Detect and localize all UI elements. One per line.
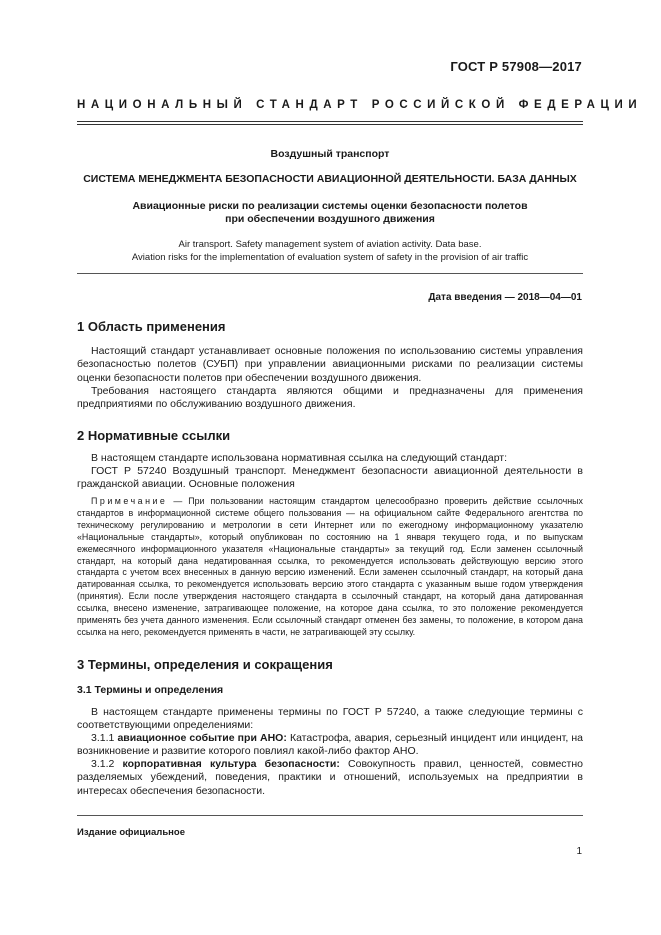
part-title-line1: Авиационные риски по реализации системы оценки безопасности полетов [132,200,528,212]
term-3-1-2 [77,758,583,798]
term1-number: 3.1.1 [91,732,118,744]
term2-definition: Совокупность правил, ценностей, совместно разделяемых убеждений, поведения, практики и отношений, используемых на предприятии в интересах обеспечения безопасности. [77,758,584,797]
term1-name: авиационное событие при АНО: [117,732,287,744]
section3-paragraph1 [77,706,583,733]
section2-paragraph1 [77,452,583,465]
term1-definition: Катастрофа, авария, серьезный инцидент или инцидент, на возникновение и развитие которого повлиял какой-либо фактор АНО. [77,732,583,758]
english-title-line2: Aviation risks for the implementation of evaluation system of safety in the provision of air traffic [131,252,529,263]
section3-subheading: 3.1 Термины и определения [77,684,224,696]
term2-number: 3.1.2 [91,758,123,770]
section3-heading: 3 Термины, определения и сокращения [77,657,333,672]
note-label: Примечание [91,496,168,506]
note-text: — При пользовании настоящим стандартом целесообразно проверить действие ссылочных стандартов в информационной системе общего пользования — на официальном сайте Федерального агентства по техническому регулированию и метрологии в сети Интернет или по ежегодному информационному указателю «Национальные стандарты», который опубликован по состоянию на 1 января текущего года, и по выпускам ежемесячного информационного указателя «Национальные стандарты» за текущий год. Если заменен ссылочный стандарт, на который дана недатированная ссылка, то рекомендуется использовать действующую версию этого стандарта с учетом всех внесенных в данную версию изменений. Если заменен ссылочный стандарт, на который дана датированная ссылка, то рекомендуется использовать версию этого стандарта с указанным выше годом утверждения (принятия). Если после утверждения настоящего стандарта в ссылочный стандарт, на который дана датированная ссылка, внесено изменение, затрагивающее положение, на которое дана ссылка, то это положение рекомендуется применять без учета данного изменения. Если ссылочный стандарт отменен без замены, то положение, в котором дана ссылка на него, рекомендуется применять в части, не затрагивающей эту ссылку. [77,496,583,637]
term-3-1-1 [77,732,583,759]
main-title: СИСТЕМА МЕНЕДЖМЕНТА БЕЗОПАСНОСТИ АВИАЦИОННОЙ ДЕЯТЕЛЬНОСТИ. БАЗА ДАННЫХ [83,173,577,185]
section1-paragraph1 [77,345,583,385]
subject-title: Воздушный транспорт [270,148,390,160]
official-edition-label: Издание официальное [77,827,185,838]
part-title-line2: при обеспечении воздушного движения [225,213,435,225]
header-rule-top [77,121,583,122]
section3-p1-text: В настоящем стандарте применены термины по ГОСТ Р 57240, а также следующие термины с соответствующими определениями: [77,706,583,732]
section1-p1-text: Настоящий стандарт устанавливает основные положения по использованию системы управления безопасностью полетов (СУБП) при управлении авиационными рисками по реализации системы оценки безопасности полетов при обеспечении воздушного движения. [77,345,583,384]
section1-paragraph2 [77,385,583,412]
section1-p2-text: Требования настоящего стандарта являются общими и предназначены для применения предприятиями по обслуживанию воздушного движения. [77,385,583,411]
national-standard-title: НАЦИОНАЛЬНЫЙ СТАНДАРТ РОССИЙСКОЙ ФЕДЕРАЦИИ [77,99,643,111]
term2-name: корпоративная культура безопасности: [122,758,340,770]
section2-p1-text: В настоящем стандарте использована нормативная ссылка на следующий стандарт: [91,452,508,464]
section2-p2-text: ГОСТ Р 57240 Воздушный транспорт. Менеджмент безопасности авиационной деятельности в гражданской авиации. Основные положения [77,465,583,491]
section2-note [77,496,583,639]
footer-rule [77,815,583,816]
section2-heading: 2 Нормативные ссылки [77,428,231,443]
english-title-line1: Air transport. Safety management system of aviation activity. Data base. [178,239,482,250]
introduction-date: Дата введения — 2018—04—01 [428,292,582,303]
standard-code: ГОСТ Р 57908—2017 [450,59,582,74]
section2-paragraph2 [77,465,583,492]
title-rule [77,273,583,274]
section1-heading: 1 Область применения [77,319,226,334]
page-number: 1 [576,846,582,857]
header-rule-bottom [77,124,583,125]
